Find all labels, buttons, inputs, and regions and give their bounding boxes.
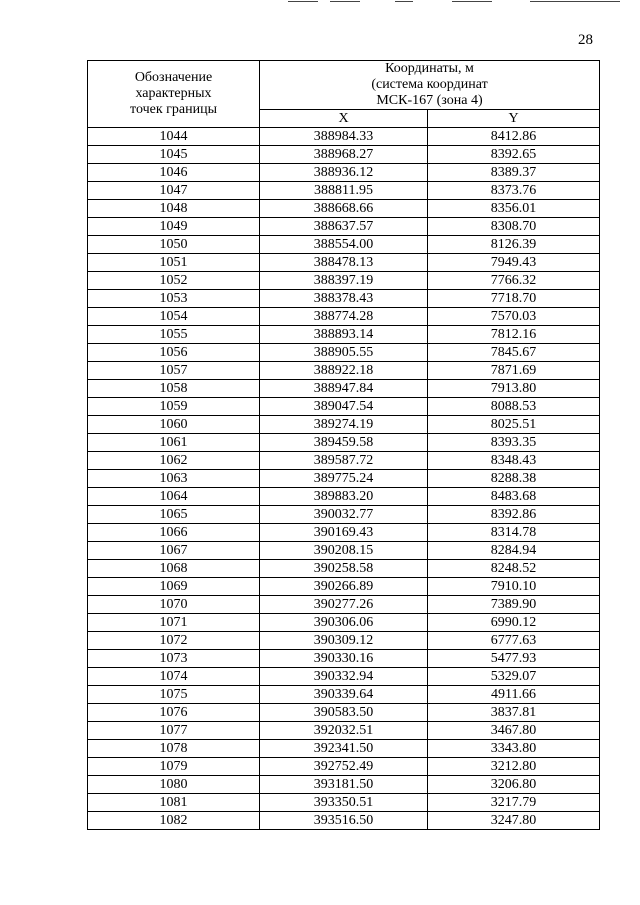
x-coordinate-cell: 393516.50 <box>260 812 428 830</box>
x-coordinate-cell: 388554.00 <box>260 236 428 254</box>
y-coordinate-cell: 7766.32 <box>428 272 600 290</box>
table-row <box>88 650 600 668</box>
table-row <box>88 254 600 272</box>
x-coordinate-cell: 388922.18 <box>260 362 428 380</box>
table-row <box>88 596 600 614</box>
y-coordinate-cell: 8126.39 <box>428 236 600 254</box>
point-id-cell: 1044 <box>88 128 260 146</box>
top-rule <box>452 1 492 2</box>
y-coordinate-cell: 8088.53 <box>428 398 600 416</box>
table-row <box>88 182 600 200</box>
point-id-cell: 1066 <box>88 524 260 542</box>
y-coordinate-cell: 8356.01 <box>428 200 600 218</box>
y-coordinate-cell: 8348.43 <box>428 452 600 470</box>
point-id-cell: 1045 <box>88 146 260 164</box>
y-coordinate-cell: 8314.78 <box>428 524 600 542</box>
table-row <box>88 308 600 326</box>
y-coordinate-cell: 7871.69 <box>428 362 600 380</box>
table-row <box>88 632 600 650</box>
top-rule <box>330 1 360 2</box>
x-coordinate-cell: 388478.13 <box>260 254 428 272</box>
x-coordinate-cell: 390332.94 <box>260 668 428 686</box>
table-row <box>88 776 600 794</box>
y-coordinate-cell: 8308.70 <box>428 218 600 236</box>
x-coordinate-cell: 390208.15 <box>260 542 428 560</box>
point-id-cell: 1064 <box>88 488 260 506</box>
table-row <box>88 398 600 416</box>
y-coordinate-cell: 8025.51 <box>428 416 600 434</box>
table-row <box>88 740 600 758</box>
point-id-cell: 1075 <box>88 686 260 704</box>
coordinates-table <box>87 60 600 830</box>
x-column-header: X <box>260 110 428 128</box>
point-id-cell: 1080 <box>88 776 260 794</box>
y-coordinate-cell: 3217.79 <box>428 794 600 812</box>
table-row <box>88 686 600 704</box>
x-coordinate-cell: 388947.84 <box>260 380 428 398</box>
table-row <box>88 164 600 182</box>
y-coordinate-cell: 7949.43 <box>428 254 600 272</box>
x-coordinate-cell: 390583.50 <box>260 704 428 722</box>
x-coordinate-cell: 389459.58 <box>260 434 428 452</box>
y-coordinate-cell: 3206.80 <box>428 776 600 794</box>
y-coordinate-cell: 3247.80 <box>428 812 600 830</box>
x-coordinate-cell: 389587.72 <box>260 452 428 470</box>
x-coordinate-cell: 390306.06 <box>260 614 428 632</box>
x-coordinate-cell: 388905.55 <box>260 344 428 362</box>
x-coordinate-cell: 388811.95 <box>260 182 428 200</box>
top-rule <box>395 1 413 2</box>
table-row <box>88 272 600 290</box>
x-coordinate-cell: 388968.27 <box>260 146 428 164</box>
y-coordinate-cell: 3212.80 <box>428 758 600 776</box>
point-id-cell: 1046 <box>88 164 260 182</box>
y-coordinate-cell: 8389.37 <box>428 164 600 182</box>
y-coordinate-cell: 3467.80 <box>428 722 600 740</box>
point-id-cell: 1077 <box>88 722 260 740</box>
point-id-cell: 1070 <box>88 596 260 614</box>
y-coordinate-cell: 7910.10 <box>428 578 600 596</box>
point-id-cell: 1056 <box>88 344 260 362</box>
y-coordinate-cell: 7913.80 <box>428 380 600 398</box>
table-row <box>88 146 600 164</box>
x-coordinate-cell: 388893.14 <box>260 326 428 344</box>
top-rule <box>530 1 620 2</box>
coord-header-line: (система координат <box>371 77 488 92</box>
point-id-cell: 1068 <box>88 560 260 578</box>
point-id-cell: 1057 <box>88 362 260 380</box>
top-rule <box>288 1 318 2</box>
point-header-line: точек границы <box>130 102 217 117</box>
table-row <box>88 758 600 776</box>
y-coordinate-cell: 3837.81 <box>428 704 600 722</box>
table-row <box>88 542 600 560</box>
table-row <box>88 812 600 830</box>
point-id-cell: 1058 <box>88 380 260 398</box>
table-row <box>88 326 600 344</box>
y-coordinate-cell: 4911.66 <box>428 686 600 704</box>
table-row <box>88 488 600 506</box>
table-row <box>88 704 600 722</box>
point-id-cell: 1067 <box>88 542 260 560</box>
x-coordinate-cell: 390266.89 <box>260 578 428 596</box>
x-coordinate-cell: 392752.49 <box>260 758 428 776</box>
point-id-cell: 1065 <box>88 506 260 524</box>
table-row <box>88 578 600 596</box>
point-id-cell: 1081 <box>88 794 260 812</box>
y-coordinate-cell: 8248.52 <box>428 560 600 578</box>
y-coordinate-cell: 6777.63 <box>428 632 600 650</box>
table-row <box>88 434 600 452</box>
y-coordinate-cell: 7812.16 <box>428 326 600 344</box>
table-row <box>88 452 600 470</box>
point-id-cell: 1079 <box>88 758 260 776</box>
point-designation-header <box>88 61 260 128</box>
y-coordinate-cell: 5477.93 <box>428 650 600 668</box>
coordinates-header <box>260 61 600 110</box>
table-row <box>88 236 600 254</box>
y-coordinate-cell: 8412.86 <box>428 128 600 146</box>
y-coordinate-cell: 8284.94 <box>428 542 600 560</box>
table-row <box>88 524 600 542</box>
x-coordinate-cell: 393350.51 <box>260 794 428 812</box>
point-id-cell: 1059 <box>88 398 260 416</box>
y-coordinate-cell: 3343.80 <box>428 740 600 758</box>
point-header-line: характерных <box>135 86 212 101</box>
y-coordinate-cell: 8373.76 <box>428 182 600 200</box>
x-coordinate-cell: 388774.28 <box>260 308 428 326</box>
table-row <box>88 416 600 434</box>
table-row <box>88 794 600 812</box>
point-id-cell: 1074 <box>88 668 260 686</box>
point-id-cell: 1072 <box>88 632 260 650</box>
point-id-cell: 1060 <box>88 416 260 434</box>
point-id-cell: 1061 <box>88 434 260 452</box>
x-coordinate-cell: 388397.19 <box>260 272 428 290</box>
y-coordinate-cell: 8483.68 <box>428 488 600 506</box>
y-coordinate-cell: 8288.38 <box>428 470 600 488</box>
point-id-cell: 1050 <box>88 236 260 254</box>
y-coordinate-cell: 7718.70 <box>428 290 600 308</box>
coord-header-line: МСК-167 (зона 4) <box>376 93 483 108</box>
x-coordinate-cell: 390169.43 <box>260 524 428 542</box>
y-coordinate-cell: 5329.07 <box>428 668 600 686</box>
x-coordinate-cell: 389775.24 <box>260 470 428 488</box>
point-id-cell: 1078 <box>88 740 260 758</box>
y-column-header: Y <box>428 110 600 128</box>
x-coordinate-cell: 392341.50 <box>260 740 428 758</box>
x-coordinate-cell: 390258.58 <box>260 560 428 578</box>
table-row <box>88 506 600 524</box>
x-coordinate-cell: 390032.77 <box>260 506 428 524</box>
point-id-cell: 1048 <box>88 200 260 218</box>
y-coordinate-cell: 8393.35 <box>428 434 600 452</box>
table-row <box>88 362 600 380</box>
x-coordinate-cell: 390309.12 <box>260 632 428 650</box>
point-id-cell: 1053 <box>88 290 260 308</box>
table-row <box>88 614 600 632</box>
y-coordinate-cell: 8392.86 <box>428 506 600 524</box>
point-id-cell: 1071 <box>88 614 260 632</box>
x-coordinate-cell: 390330.16 <box>260 650 428 668</box>
table-row <box>88 218 600 236</box>
point-id-cell: 1073 <box>88 650 260 668</box>
point-id-cell: 1047 <box>88 182 260 200</box>
x-coordinate-cell: 388668.66 <box>260 200 428 218</box>
table-row <box>88 380 600 398</box>
y-coordinate-cell: 7389.90 <box>428 596 600 614</box>
x-coordinate-cell: 390339.64 <box>260 686 428 704</box>
x-coordinate-cell: 388984.33 <box>260 128 428 146</box>
y-coordinate-cell: 7570.03 <box>428 308 600 326</box>
point-id-cell: 1082 <box>88 812 260 830</box>
x-coordinate-cell: 389047.54 <box>260 398 428 416</box>
x-coordinate-cell: 389883.20 <box>260 488 428 506</box>
x-coordinate-cell: 388637.57 <box>260 218 428 236</box>
point-id-cell: 1054 <box>88 308 260 326</box>
x-coordinate-cell: 388378.43 <box>260 290 428 308</box>
table-row <box>88 722 600 740</box>
table-row <box>88 290 600 308</box>
page-number: 28 <box>578 32 593 48</box>
point-id-cell: 1076 <box>88 704 260 722</box>
table-row <box>88 200 600 218</box>
point-id-cell: 1052 <box>88 272 260 290</box>
table-row <box>88 470 600 488</box>
table-row <box>88 668 600 686</box>
point-id-cell: 1055 <box>88 326 260 344</box>
y-coordinate-cell: 8392.65 <box>428 146 600 164</box>
coord-header-line: Координаты, м <box>385 61 474 76</box>
x-coordinate-cell: 393181.50 <box>260 776 428 794</box>
table-row <box>88 128 600 146</box>
table-row <box>88 344 600 362</box>
y-coordinate-cell: 7845.67 <box>428 344 600 362</box>
x-coordinate-cell: 389274.19 <box>260 416 428 434</box>
point-id-cell: 1069 <box>88 578 260 596</box>
point-header-line: Обозначение <box>134 70 213 85</box>
point-id-cell: 1051 <box>88 254 260 272</box>
x-coordinate-cell: 390277.26 <box>260 596 428 614</box>
x-coordinate-cell: 388936.12 <box>260 164 428 182</box>
point-id-cell: 1063 <box>88 470 260 488</box>
table-row <box>88 560 600 578</box>
point-id-cell: 1049 <box>88 218 260 236</box>
y-coordinate-cell: 6990.12 <box>428 614 600 632</box>
coordinates-table-body <box>88 128 600 830</box>
point-id-cell: 1062 <box>88 452 260 470</box>
x-coordinate-cell: 392032.51 <box>260 722 428 740</box>
